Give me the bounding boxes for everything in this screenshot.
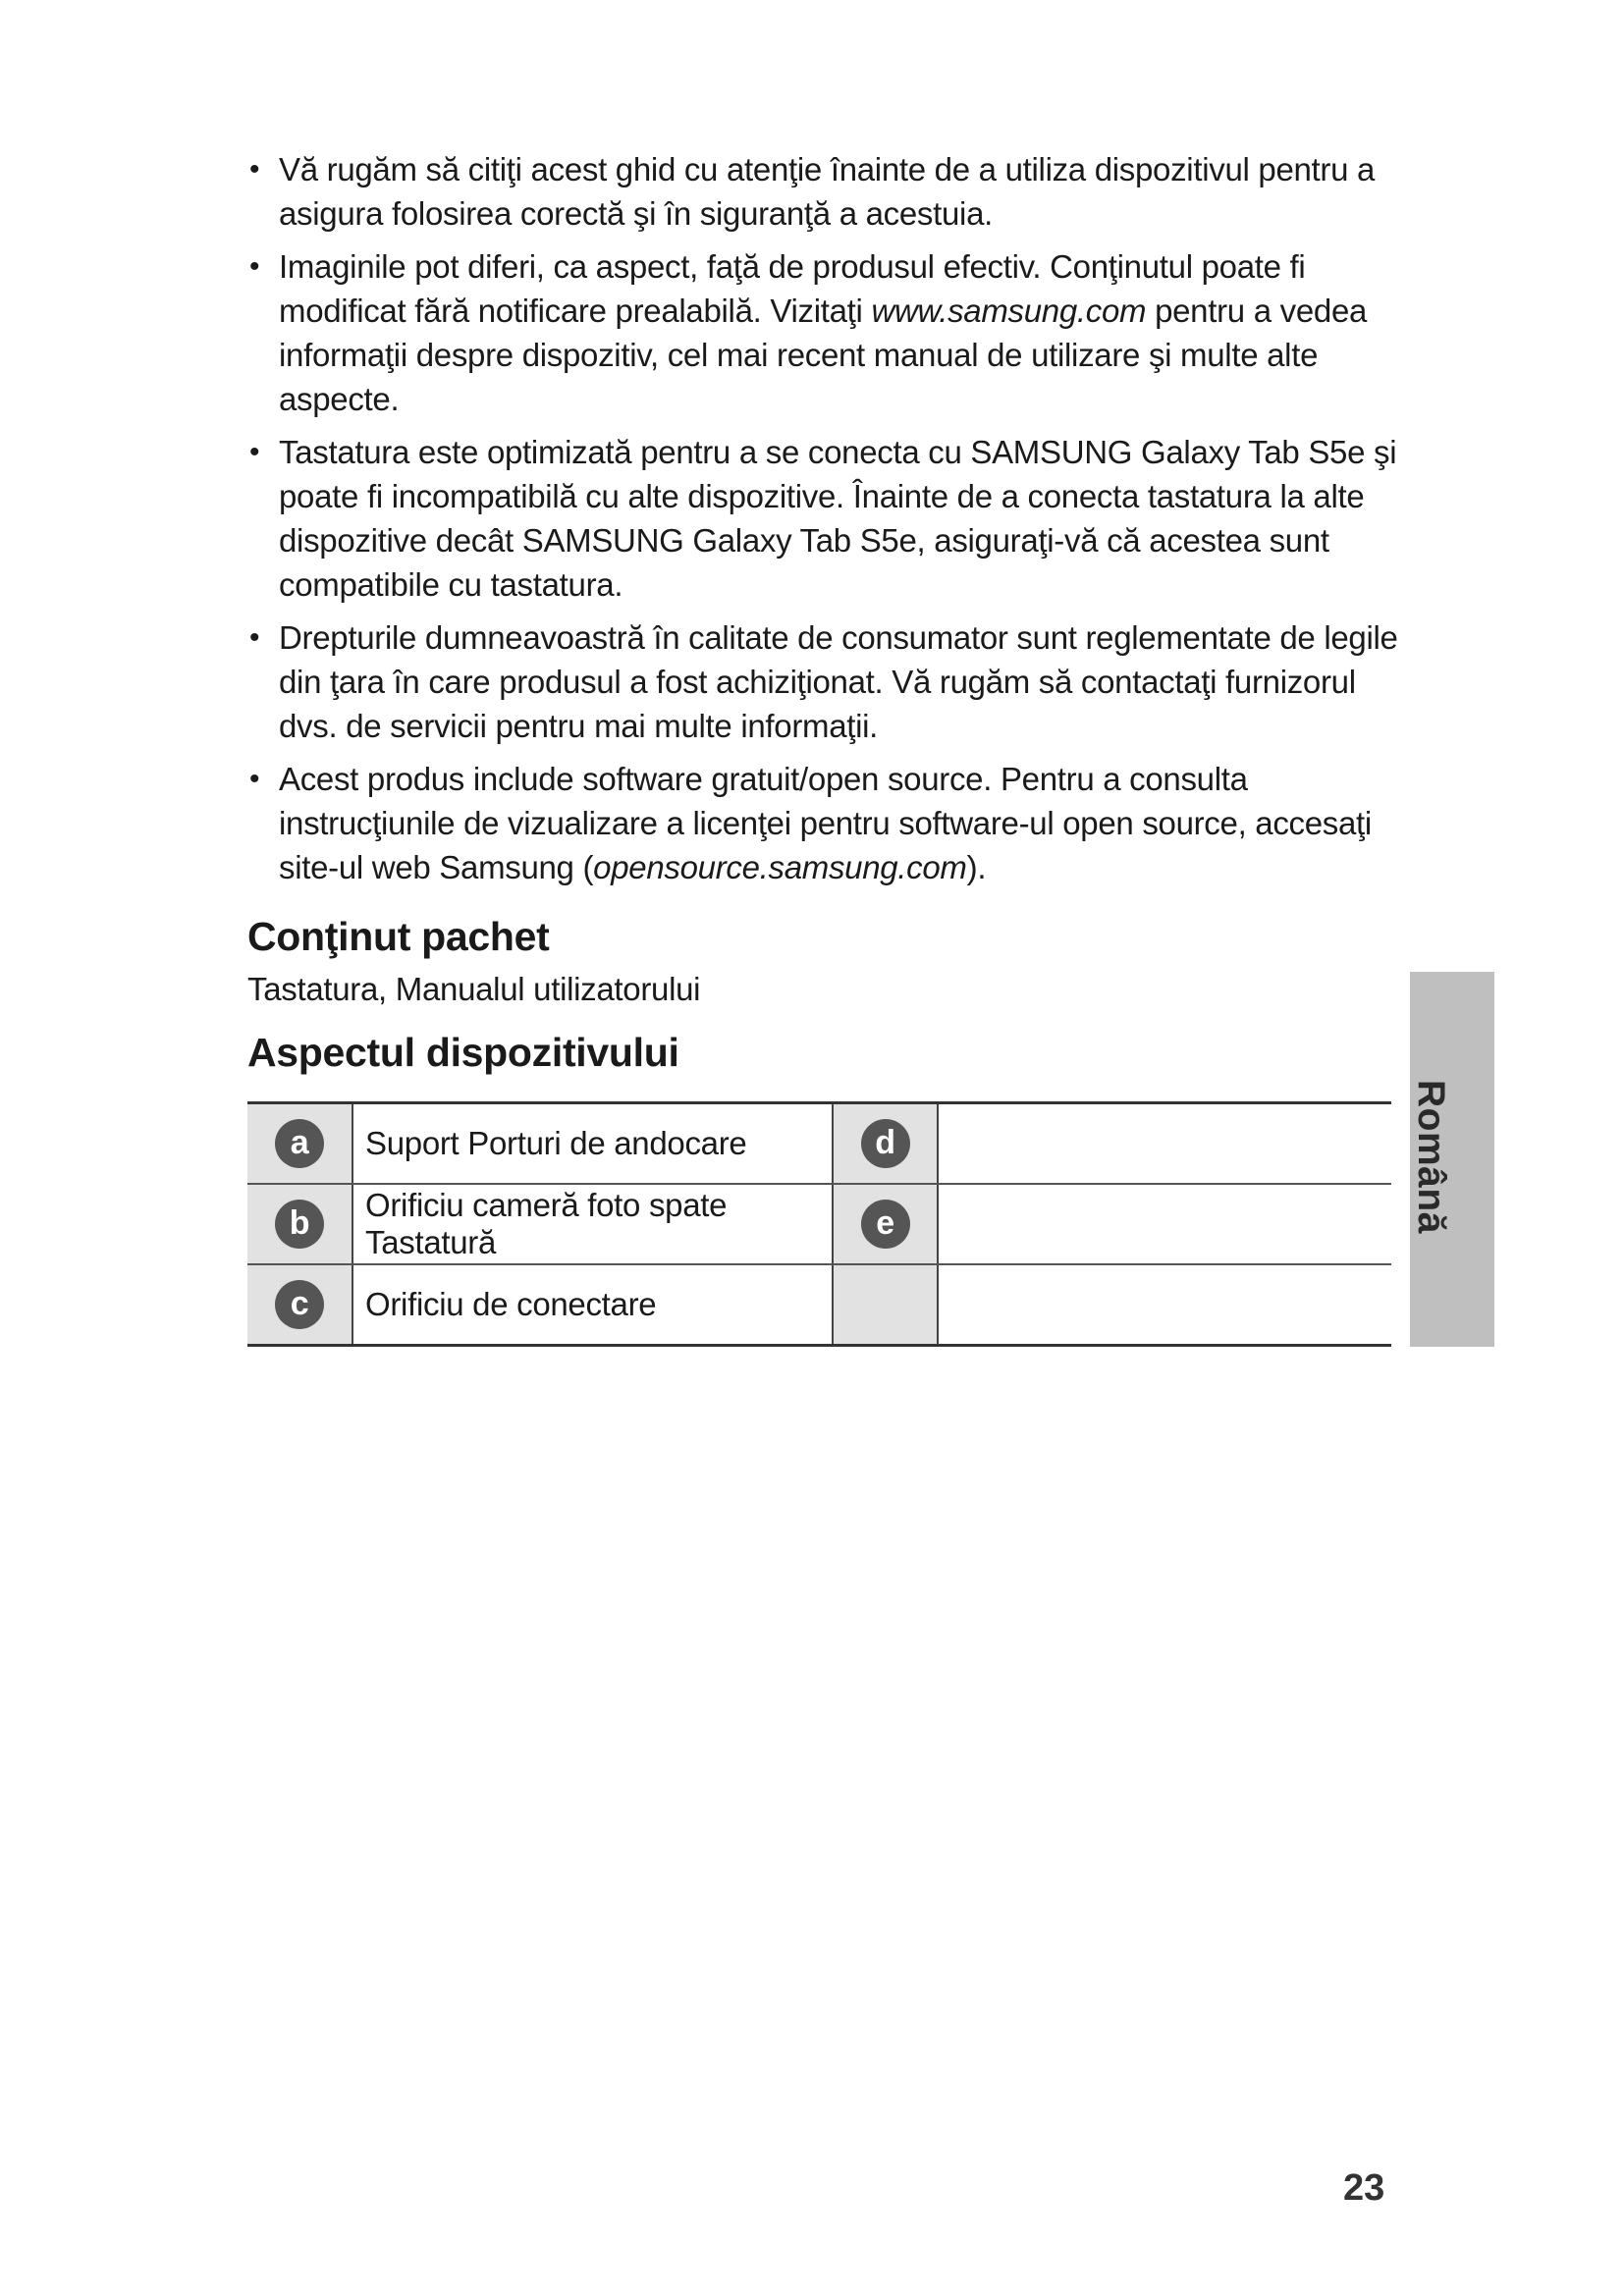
note-text: Tastatura este optimizată pentru a se conecta cu SAMSUNG Galaxy Tab S5e şi poate fi incompatibilă cu alte dispozitive. Înainte de a conecta tastatura la alte dispozitive decât SAMSUNG Galaxy Tab S5e, asiguraţi-vă că acestea sunt compatibile cu tastatura. <box>279 434 1397 603</box>
letter-d-icon: d <box>861 1119 910 1168</box>
opensource-link[interactable]: opensource.samsung.com <box>593 849 967 885</box>
bullet-icon: • <box>249 250 260 283</box>
package-heading: Conţinut pachet <box>247 914 550 959</box>
note-text: pentru a vedea informaţii despre dispozitiv, cel mai recent manual de utilizare şi multe alte aspecte. <box>279 293 1368 417</box>
letter-cell <box>833 1103 938 1185</box>
note-text: Imaginile pot diferi, ca aspect, faţă de produsul efectiv. Conţinutul poate fi modificat fără notificare prealabilă. Vizitaţi <box>279 248 1306 329</box>
parts-table <box>247 1101 1391 1347</box>
samsung-link[interactable]: www.samsung.com <box>871 293 1147 329</box>
letter-cell <box>833 1264 938 1346</box>
layout-heading: Aspectul dispozitivului <box>247 1030 679 1075</box>
note-item <box>247 430 1401 607</box>
note-text: ). <box>966 849 987 885</box>
table-row <box>247 1264 1391 1346</box>
bullet-icon: • <box>249 436 260 468</box>
note-item <box>247 757 1401 889</box>
note-item <box>247 147 1401 236</box>
letter-cell <box>247 1103 352 1185</box>
part-label: Orificiu de conectare <box>352 1264 833 1346</box>
language-label: Română <box>1410 1080 1452 1234</box>
letter-c-icon: c <box>275 1280 324 1329</box>
letter-e-icon: e <box>861 1200 910 1249</box>
part-label: Orificiu cameră foto spate Tastatură <box>352 1184 833 1264</box>
page-number: 23 <box>1343 2167 1385 2209</box>
language-side-tab <box>1410 972 1494 1347</box>
table-row <box>247 1184 1391 1264</box>
part-label <box>938 1184 1391 1264</box>
note-text: Acest produs include software gratuit/open source. Pentru a consulta instrucţiunile de vizualizare a licenţei pentru software-ul open source, accesaţi site-ul web Samsung ( <box>279 761 1372 885</box>
bullet-icon: • <box>249 763 260 795</box>
letter-a-icon: a <box>275 1119 324 1168</box>
letter-cell <box>247 1184 352 1264</box>
table-row <box>247 1103 1391 1185</box>
part-label: Suport Porturi de andocare <box>352 1103 833 1185</box>
part-label <box>938 1103 1391 1185</box>
bullet-icon: • <box>249 153 260 186</box>
part-label <box>938 1264 1391 1346</box>
note-text: Vă rugăm să citiţi acest ghid cu atenţie înainte de a utiliza dispozitivul pentru a asigura folosirea corectă şi în siguranţă a acestuia. <box>279 151 1376 232</box>
note-item <box>247 615 1401 748</box>
letter-b-icon: b <box>275 1200 324 1249</box>
letter-cell <box>833 1184 938 1264</box>
package-contents: Tastatura, Manualul utilizatorului <box>247 971 701 1007</box>
note-text: Drepturile dumneavoastră în calitate de consumator sunt reglementate de legile din ţara în care produsul a fost achiziţionat. Vă rugăm să contactaţi furnizorul dvs. de servicii pentru mai multe informaţii. <box>279 619 1398 744</box>
page-content <box>247 147 1401 1347</box>
letter-cell <box>247 1264 352 1346</box>
bullet-icon: • <box>249 621 260 654</box>
notes-list <box>247 147 1401 889</box>
note-item <box>247 244 1401 421</box>
